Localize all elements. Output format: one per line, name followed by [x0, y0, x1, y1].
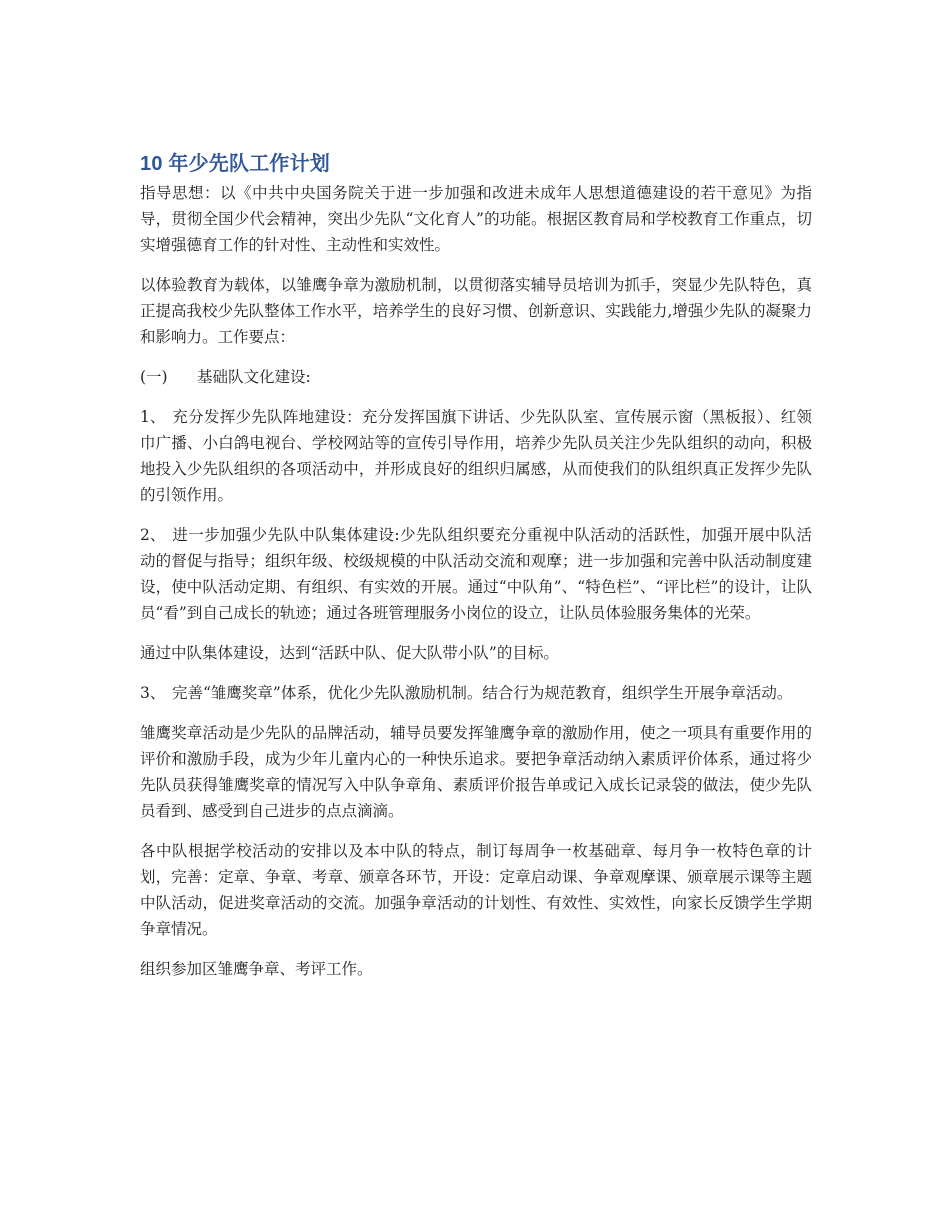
paragraph-squadron-goal	[140, 640, 812, 666]
list-item-squadron-building	[140, 522, 812, 626]
section-number: (一)	[140, 368, 168, 386]
paragraph-guiding-ideology	[140, 180, 812, 258]
list-item-position-building	[140, 404, 812, 508]
paragraph-medal-plan	[140, 838, 812, 942]
paragraph-district-evaluation	[140, 956, 812, 982]
document-body	[140, 150, 812, 996]
list-item-eagle-medal	[140, 680, 812, 706]
paragraph-text: 以体验教育为载体，以雏鹰争章为激励机制，以贯彻落实辅导员培训为抓手，突显少先队特色，真正提高我校少先队整体工作水平，培养学生的良好习惯、创新意识、实践能力,增强少先队的凝聚力和影响力。工作要点：	[140, 276, 812, 346]
section-heading-basic-culture	[140, 364, 812, 390]
paragraph-text: 通过中队集体建设，达到“活跃中队、促大队带小队”的目标。	[140, 644, 559, 662]
paragraph-text: 各中队根据学校活动的安排以及本中队的特点，制订每周争一枚基础章、每月争一枚特色章的计划，完善：定章、争章、考章、颁章各环节，开设：定章启动课、争章观摩课、颁章展示课等主题中队活动，促进奖章活动的交流。加强争章活动的计划性、有效性、实效性，向家长反馈学生学期争章情况。	[140, 842, 812, 938]
list-item-text: 完善“雏鹰奖章”体系，优化少先队激励机制。结合行为规范教育，组织学生开展争章活动。	[172, 684, 793, 702]
paragraph-text: 指导思想：以《中共中央国务院关于进一步加强和改进未成年人思想道德建设的若干意见》为指导，贯彻全国少代会精神，突出少先队“文化育人”的功能。根据区教育局和学校教育工作重点，切实增强德育工作的针对性、主动性和实效性。	[140, 184, 812, 254]
paragraph-text: 组织参加区雏鹰争章、考评工作。	[140, 960, 373, 978]
document-title: 10 年少先队工作计划	[140, 153, 331, 175]
list-item-text: 进一步加强少先队中队集体建设:少先队组织要充分重视中队活动的活跃性，加强开展中队活动的督促与指导；组织年级、校级规模的中队活动交流和观摩；进一步加强和完善中队活动制度建设，使中队活动定期、有组织、有实效的开展。通过“中队角”、“特色栏”、“评比栏”的设计，让队员“看”到自己成长的轨迹；通过各班管理服务小岗位的设立，让队员体验服务集体的光荣。	[140, 526, 812, 622]
section-heading-text: 基础队文化建设:	[197, 368, 311, 386]
paragraph-approach	[140, 272, 812, 350]
list-number: 2、	[140, 526, 166, 544]
list-item-text: 充分发挥少先队阵地建设：充分发挥国旗下讲话、少先队队室、宣传展示窗（黑板报）、红领巾广播、小白鸽电视台、学校网站等的宣传引导作用，培养少先队员关注少先队组织的动向，积极地投入少先队组织的各项活动中，并形成良好的组织归属感，从而使我们的队组织真正发挥少先队的引领作用。	[140, 408, 812, 504]
list-number: 3、	[140, 684, 166, 702]
list-number: 1、	[140, 408, 166, 426]
paragraph-medal-activity	[140, 720, 812, 824]
paragraph-text: 雏鹰奖章活动是少先队的品牌活动，辅导员要发挥雏鹰争章的激励作用，使之一项具有重要作用的评价和激励手段，成为少年儿童内心的一种快乐追求。要把争章活动纳入素质评价体系，通过将少先队员获得雏鹰奖章的情况写入中队争章角、素质评价报告单或记入成长记录袋的做法，使少先队员看到、感受到自己进步的点点滴滴。	[140, 724, 812, 820]
